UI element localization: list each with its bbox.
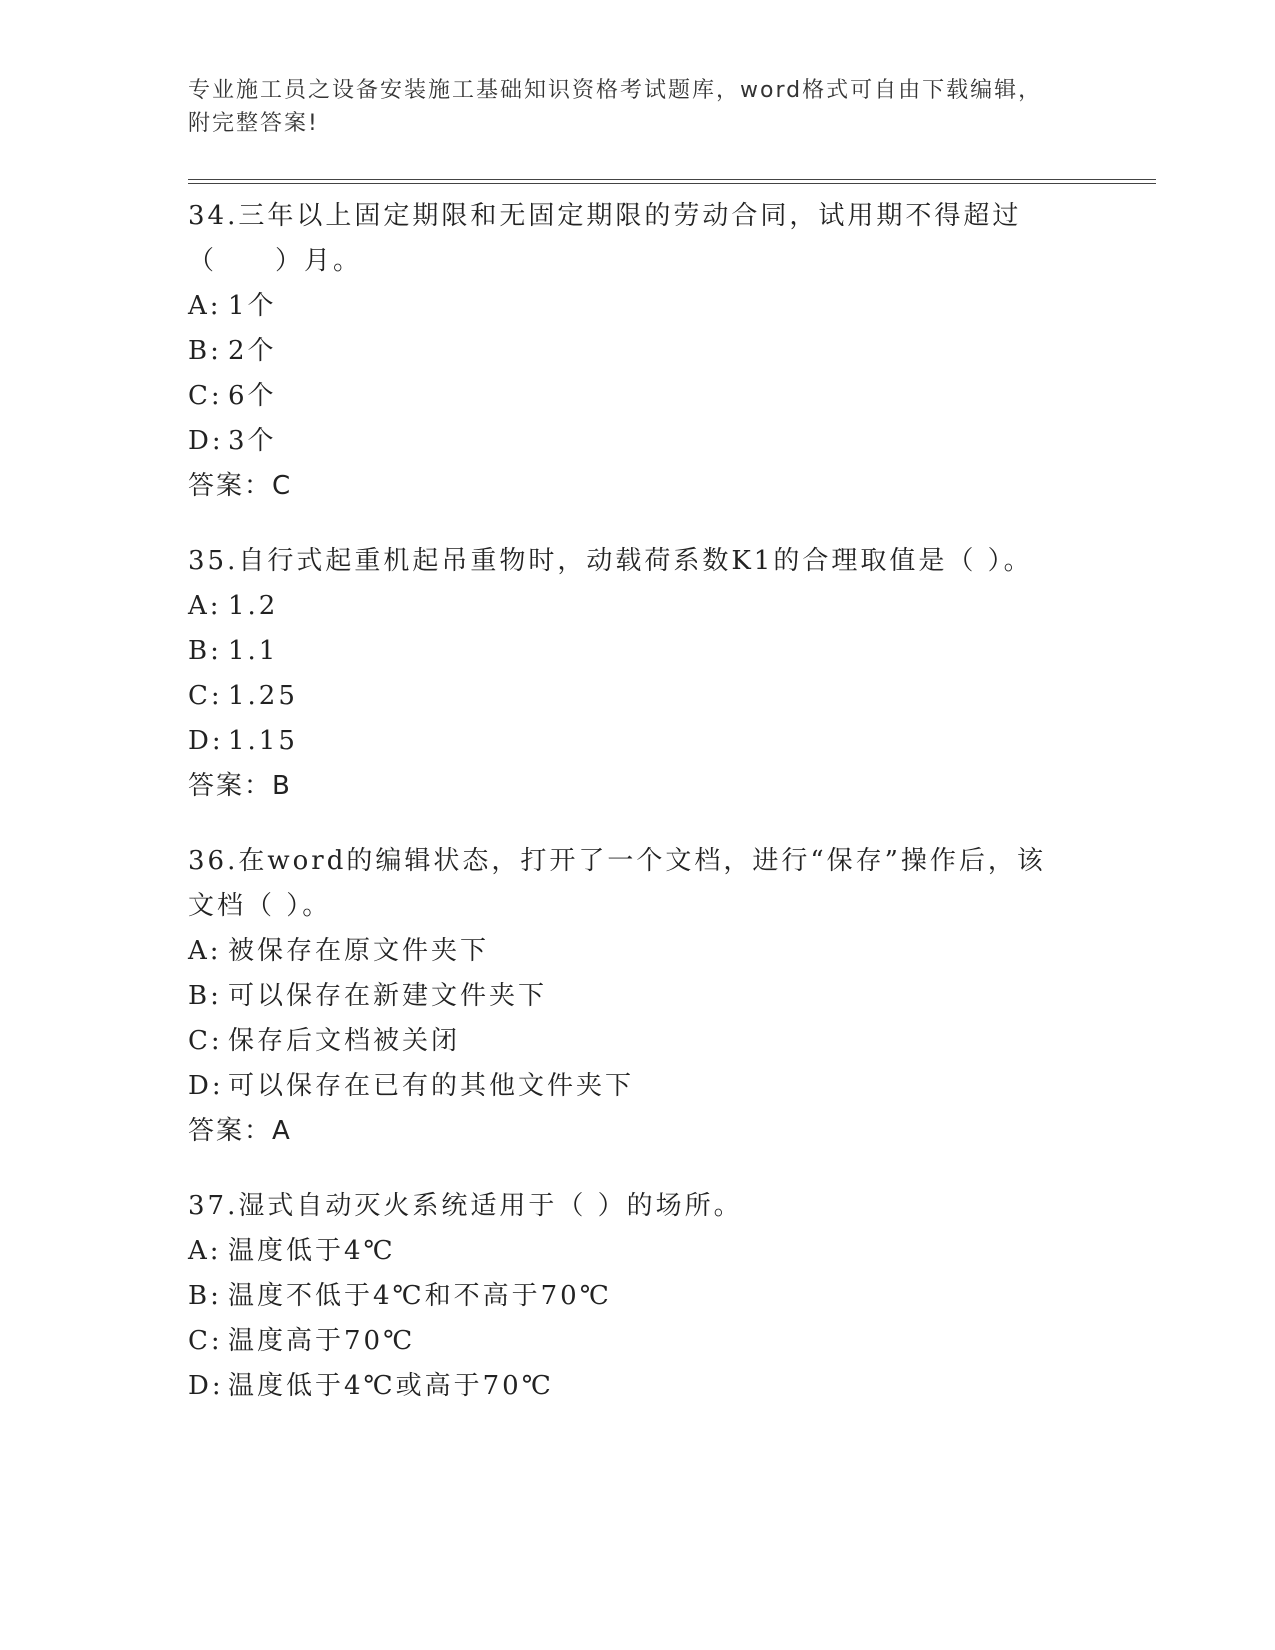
answer-label: 答案：B — [188, 771, 292, 801]
option-letter: B: — [188, 336, 222, 366]
question-stem — [188, 539, 1068, 584]
option-text: 1.1 — [228, 636, 279, 666]
option-c — [188, 674, 1068, 719]
option-text: 温度不低于4℃和不高于70℃ — [228, 1281, 612, 1311]
option-letter: C: — [188, 1326, 223, 1356]
option-letter: C: — [188, 1026, 223, 1056]
question-text: 自行式起重机起吊重物时，动载荷系数K1的合理取值是（ ）。 — [238, 546, 1033, 576]
document-header — [188, 74, 1068, 140]
option-letter: D: — [188, 1371, 224, 1401]
question-number: 37. — [188, 1191, 239, 1221]
option-text: 1.25 — [228, 681, 298, 711]
answer-label: 答案：C — [188, 471, 293, 501]
option-d — [188, 419, 1068, 464]
option-text: 1个 — [228, 291, 277, 321]
question-number: 34. — [188, 201, 239, 231]
answer-label: 答案：A — [188, 1116, 292, 1146]
option-text: 温度高于70℃ — [228, 1326, 416, 1356]
option-b — [188, 1274, 1068, 1319]
header-divider-top — [188, 179, 1156, 180]
option-letter: D: — [188, 726, 224, 756]
option-b — [188, 629, 1068, 674]
option-letter: B: — [188, 636, 222, 666]
option-letter: A: — [188, 591, 222, 621]
header-title-line-1: 专业施工员之设备安装施工基础知识资格考试题库，word格式可自由下载编辑， — [188, 78, 1043, 103]
option-a — [188, 929, 1068, 974]
option-text: 1.2 — [228, 591, 279, 621]
question-list — [188, 194, 1068, 1439]
option-text: 保存后文档被关闭 — [228, 1026, 461, 1056]
option-letter: A: — [188, 1236, 222, 1266]
option-d — [188, 1364, 1068, 1409]
option-b — [188, 974, 1068, 1019]
option-text: 被保存在原文件夹下 — [228, 936, 490, 966]
option-text: 温度低于4℃ — [228, 1236, 396, 1266]
option-letter: D: — [188, 426, 224, 456]
question-text: 湿式自动灭火系统适用于（ ）的场所。 — [238, 1191, 743, 1221]
question-number: 35. — [188, 546, 239, 576]
option-d — [188, 719, 1068, 764]
question-text: 三年以上固定期限和无固定期限的劳动合同，试用期不得超过（ ）月。 — [188, 201, 1022, 276]
question-37 — [188, 1184, 1068, 1409]
option-letter: A: — [188, 291, 222, 321]
option-letter: A: — [188, 936, 222, 966]
question-stem — [188, 194, 1068, 284]
option-c — [188, 1319, 1068, 1364]
question-34 — [188, 194, 1068, 509]
option-letter: B: — [188, 981, 222, 1011]
question-stem — [188, 839, 1068, 929]
option-c — [188, 374, 1068, 419]
option-a — [188, 584, 1068, 629]
option-b — [188, 329, 1068, 374]
question-36 — [188, 839, 1068, 1154]
option-letter: C: — [188, 681, 223, 711]
option-text: 可以保存在新建文件夹下 — [228, 981, 548, 1011]
header-divider-bottom — [188, 183, 1156, 184]
option-text: 温度低于4℃或高于70℃ — [228, 1371, 554, 1401]
option-c — [188, 1019, 1068, 1064]
option-d — [188, 1064, 1068, 1109]
question-number: 36. — [188, 846, 239, 876]
option-letter: C: — [188, 381, 223, 411]
option-text: 2个 — [228, 336, 277, 366]
option-text: 6个 — [228, 381, 277, 411]
option-text: 1.15 — [228, 726, 298, 756]
option-letter: B: — [188, 1281, 222, 1311]
option-a — [188, 1229, 1068, 1274]
question-stem — [188, 1184, 1068, 1229]
option-text: 3个 — [228, 426, 277, 456]
question-35 — [188, 539, 1068, 809]
option-letter: D: — [188, 1071, 224, 1101]
question-text: 在word的编辑状态，打开了一个文档，进行“保存”操作后，该文档（ ）。 — [188, 846, 1046, 921]
option-text: 可以保存在已有的其他文件夹下 — [228, 1071, 635, 1101]
header-title-line-2: 附完整答案! — [188, 111, 319, 136]
option-a — [188, 284, 1068, 329]
